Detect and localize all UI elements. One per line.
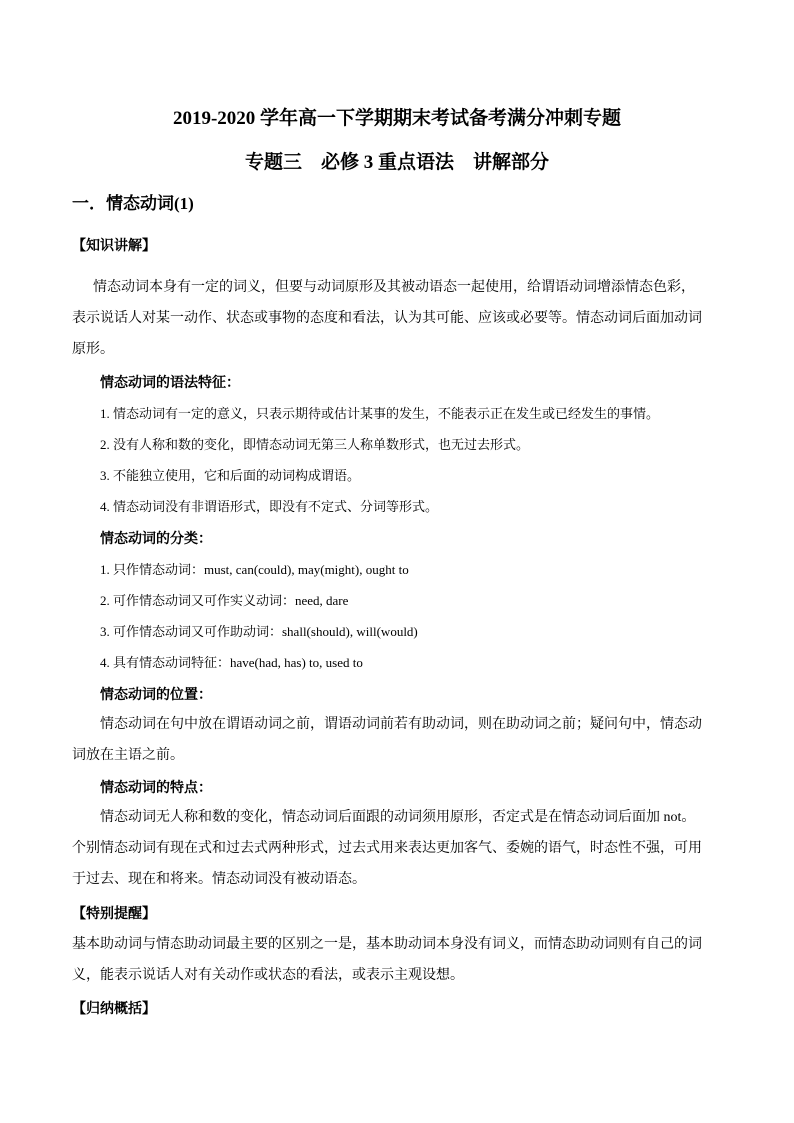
classification-item: 3. 可作情态动词又可作助动词：shall(should), will(would)	[100, 624, 418, 639]
classification-item: 2. 可作情态动词又可作实义动词：need, dare	[100, 593, 349, 608]
knowledge-label: 【知识讲解】	[72, 239, 156, 254]
special-reminder-line-1: 基本助动词与情态助动词最主要的区别之一是，基本助动词本身没有词义，而情态助动词则有自己的词	[72, 937, 702, 952]
grammar-feature-item: 2. 没有人称和数的变化，即情态动词无第三人称单数形式，也无过去形式。	[100, 437, 530, 452]
special-reminder-line-2: 义，能表示说话人对有关动作或状态的看法，或表示主观设想。	[72, 968, 464, 983]
summary-label: 【归纳概括】	[72, 1002, 156, 1017]
intro-line-2: 表示说话人对某一动作、状态或事物的态度和看法，认为其可能、应该或必要等。情态动词后面加动词	[72, 311, 702, 326]
intro-line-1: 情态动词本身有一定的词义，但要与动词原形及其被动语态一起使用，给谓语动词增添情态色彩，	[93, 280, 695, 295]
document-title: 2019-2020 学年高一下学期期末考试备考满分冲刺专题	[172, 108, 622, 129]
position-line-2: 词放在主语之前。	[72, 748, 184, 763]
position-heading: 情态动词的位置：	[100, 688, 212, 703]
grammar-features-heading: 情态动词的语法特征：	[100, 376, 240, 391]
intro-line-3: 原形。	[72, 342, 114, 357]
classification-item: 1. 只作情态动词：must, can(could), may(might), ought to	[100, 562, 409, 577]
grammar-feature-item: 1. 情态动词有一定的意义，只表示期待或估计某事的发生，不能表示正在发生或已经发生的事情。	[100, 406, 660, 421]
position-line-1: 情态动词在句中放在谓语动词之前，谓语动词前若有助动词，则在助动词之前；疑问句中，情态动	[100, 717, 702, 732]
document-subtitle: 专题三 必修 3 重点语法 讲解部分	[244, 152, 549, 173]
grammar-feature-item: 3. 不能独立使用，它和后面的动词构成谓语。	[100, 468, 361, 483]
characteristics-line-2: 个别情态动词有现在式和过去式两种形式，过去式用来表达更加客气、委婉的语气，时态性不强，可用	[72, 841, 702, 856]
characteristics-heading: 情态动词的特点：	[100, 781, 212, 796]
classification-item: 4. 具有情态动词特征：have(had, has) to, used to	[100, 655, 363, 670]
characteristics-line-1: 情态动词无人称和数的变化，情态动词后面跟的动词须用原形，否定式是在情态动词后面加 not。	[100, 810, 696, 825]
grammar-feature-item: 4. 情态动词没有非谓语形式，即没有不定式、分词等形式。	[100, 499, 439, 514]
characteristics-line-3: 于过去、现在和将来。情态动词没有被动语态。	[72, 872, 366, 887]
section-heading: 一．情态动词(1)	[72, 194, 194, 213]
special-reminder-label: 【特别提醒】	[72, 907, 156, 922]
classification-heading: 情态动词的分类：	[100, 532, 212, 547]
